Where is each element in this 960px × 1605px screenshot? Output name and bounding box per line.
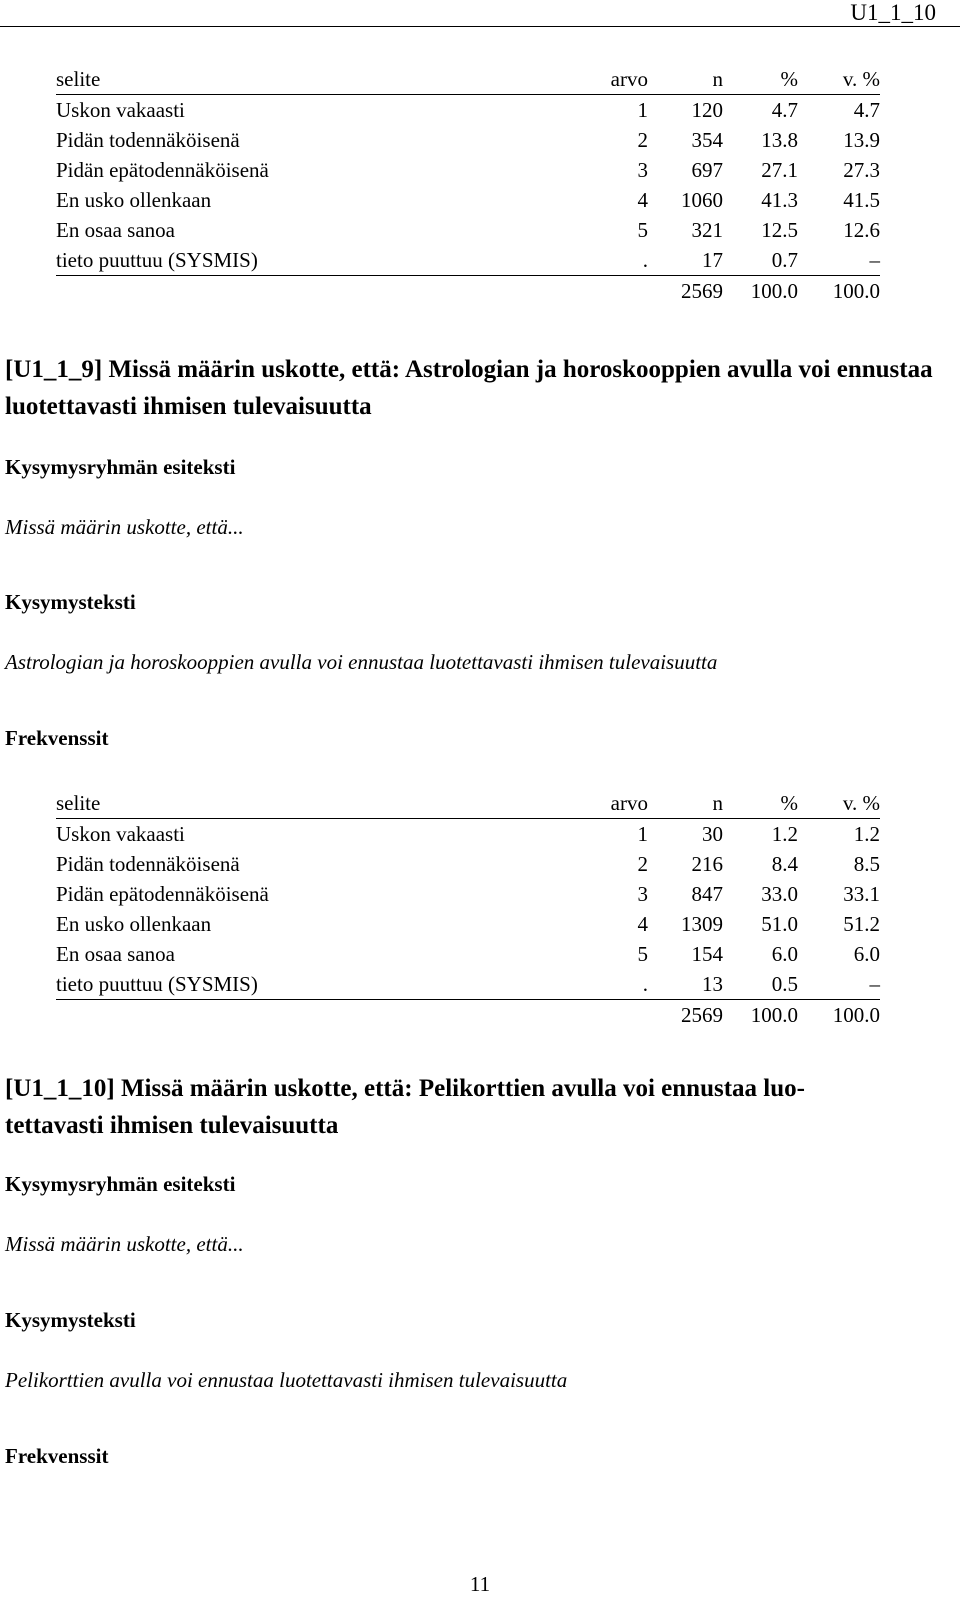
- cell-vpct: 8.5: [853, 852, 880, 876]
- cell-vpct: 6.0: [853, 942, 880, 966]
- question-heading-u1-1-10: Kysymysteksti: [5, 1308, 136, 1332]
- cell-selite: En osaa sanoa: [56, 218, 175, 242]
- table-row: [56, 125, 880, 155]
- cell-arvo: 3: [637, 882, 648, 906]
- table-row: [56, 155, 880, 185]
- frequency-table-u1-1-8: [56, 64, 880, 306]
- cell-pct: 0.7: [771, 248, 798, 272]
- cell-vpct: 27.3: [843, 158, 880, 182]
- cell-empty: [56, 1000, 556, 1031]
- cell-selite: tieto puuttuu (SYSMIS): [56, 972, 258, 996]
- col-header-vpct: v. %: [798, 788, 880, 819]
- col-header-n: n: [648, 788, 723, 819]
- cell-n: 1060: [681, 188, 723, 212]
- table-header-row: [56, 64, 880, 95]
- cell-pct: 13.8: [761, 128, 798, 152]
- cell-pct: 4.7: [771, 98, 798, 122]
- group-heading-u1-1-10: Kysymysryhmän esiteksti: [5, 1172, 236, 1196]
- total-n: 2569: [648, 1000, 723, 1031]
- total-vpct: 100.0: [798, 1000, 880, 1031]
- total-n: 2569: [648, 276, 723, 307]
- col-header-pct: %: [723, 64, 798, 95]
- cell-selite: En usko ollenkaan: [56, 188, 212, 212]
- col-header-selite: selite: [56, 64, 556, 95]
- cell-empty: [56, 276, 556, 307]
- col-header-n: n: [648, 64, 723, 95]
- table-row: [56, 909, 880, 939]
- running-header: U1_1_10: [850, 0, 936, 25]
- cell-vpct: –: [869, 972, 880, 996]
- group-heading-u1-1-9: Kysymysryhmän esiteksti: [5, 455, 236, 479]
- cell-n: 216: [691, 852, 723, 876]
- cell-n: 120: [691, 98, 723, 122]
- cell-arvo: 2: [637, 852, 648, 876]
- table-total-row: [56, 1000, 880, 1031]
- frequencies-heading-u1-1-10: Frekvenssit: [5, 1444, 109, 1468]
- cell-vpct: 1.2: [853, 822, 880, 846]
- cell-pct: 51.0: [761, 912, 798, 936]
- table-total-row: [56, 276, 880, 307]
- cell-selite: Pidän todennäköisenä: [56, 128, 240, 152]
- frequency-table-u1-1-9: [56, 788, 880, 1030]
- cell-n: 154: [691, 942, 723, 966]
- cell-arvo: 2: [637, 128, 648, 152]
- cell-vpct: 33.1: [843, 882, 880, 906]
- cell-n: 17: [702, 248, 723, 272]
- group-text-u1-1-9: Missä määrin uskotte, että...: [5, 515, 244, 539]
- question-title-u1-1-10: [5, 1070, 935, 1144]
- cell-selite: tieto puuttuu (SYSMIS): [56, 248, 258, 272]
- question-text-u1-1-9: Astrologian ja horoskooppien avulla voi ennustaa luotettavasti ihmisen tulevaisuutta: [5, 650, 718, 674]
- col-header-vpct: v. %: [798, 64, 880, 95]
- total-pct: 100.0: [723, 1000, 798, 1031]
- question-text-u1-1-10: Pelikorttien avulla voi ennustaa luotettavasti ihmisen tulevaisuutta: [5, 1368, 568, 1392]
- cell-empty: [556, 1000, 648, 1031]
- cell-pct: 12.5: [761, 218, 798, 242]
- cell-vpct: –: [869, 248, 880, 272]
- cell-n: 697: [691, 158, 723, 182]
- question-title-line-2: tettavasti ihmisen tulevaisuutta: [5, 1112, 339, 1139]
- cell-arvo: .: [642, 972, 648, 996]
- cell-arvo: 5: [637, 942, 648, 966]
- cell-pct: 0.5: [771, 972, 798, 996]
- cell-n: 30: [702, 822, 723, 846]
- table-row: [56, 879, 880, 909]
- col-header-selite: selite: [56, 788, 556, 819]
- cell-vpct: 51.2: [843, 912, 880, 936]
- question-title-u1-1-9: [U1_1_9] Missä määrin uskotte, että: Astrologian ja horoskooppien avulla voi ennustaa luotettavasti ihmisen tulevaisuutta: [5, 356, 933, 420]
- table-row: [56, 185, 880, 215]
- table-row: [56, 939, 880, 969]
- table-row: [56, 215, 880, 245]
- cell-vpct: 13.9: [843, 128, 880, 152]
- col-header-arvo: arvo: [556, 788, 648, 819]
- cell-n: 1309: [681, 912, 723, 936]
- frequencies-heading-u1-1-9: Frekvenssit: [5, 726, 109, 750]
- col-header-pct: %: [723, 788, 798, 819]
- table-row: [56, 819, 880, 850]
- cell-pct: 27.1: [761, 158, 798, 182]
- cell-vpct: 4.7: [853, 98, 880, 122]
- cell-selite: En usko ollenkaan: [56, 912, 212, 936]
- cell-n: 354: [691, 128, 723, 152]
- cell-n: 13: [702, 972, 723, 996]
- cell-arvo: 5: [637, 218, 648, 242]
- question-heading-u1-1-9: Kysymysteksti: [5, 590, 136, 614]
- cell-pct: 41.3: [761, 188, 798, 212]
- table-row: [56, 95, 880, 126]
- cell-arvo: 1: [637, 822, 648, 846]
- header-rule: [0, 26, 960, 27]
- cell-arvo: .: [642, 248, 648, 272]
- cell-pct: 33.0: [761, 882, 798, 906]
- cell-empty: [556, 276, 648, 307]
- page-number: 11: [469, 1572, 491, 1596]
- cell-pct: 1.2: [771, 822, 798, 846]
- cell-pct: 8.4: [771, 852, 798, 876]
- cell-selite: Pidän todennäköisenä: [56, 852, 240, 876]
- table-row: [56, 849, 880, 879]
- cell-arvo: 1: [637, 98, 648, 122]
- cell-arvo: 4: [637, 912, 648, 936]
- cell-selite: Uskon vakaasti: [56, 98, 185, 122]
- total-vpct: 100.0: [798, 276, 880, 307]
- cell-selite: Pidän epätodennäköisenä: [56, 158, 269, 182]
- cell-pct: 6.0: [771, 942, 798, 966]
- cell-selite: En osaa sanoa: [56, 942, 175, 966]
- col-header-arvo: arvo: [556, 64, 648, 95]
- cell-vpct: 41.5: [843, 188, 880, 212]
- total-pct: 100.0: [723, 276, 798, 307]
- cell-vpct: 12.6: [843, 218, 880, 242]
- cell-arvo: 3: [637, 158, 648, 182]
- table-row: [56, 969, 880, 1000]
- table-header-row: [56, 788, 880, 819]
- cell-arvo: 4: [637, 188, 648, 212]
- cell-n: 847: [691, 882, 723, 906]
- question-title-line-1: [U1_1_10] Missä määrin uskotte, että: Pelikorttien avulla voi ennustaa luo-: [5, 1075, 805, 1102]
- group-text-u1-1-10: Missä määrin uskotte, että...: [5, 1232, 244, 1256]
- table-row: [56, 245, 880, 276]
- cell-selite: Uskon vakaasti: [56, 822, 185, 846]
- cell-n: 321: [691, 218, 723, 242]
- cell-selite: Pidän epätodennäköisenä: [56, 882, 269, 906]
